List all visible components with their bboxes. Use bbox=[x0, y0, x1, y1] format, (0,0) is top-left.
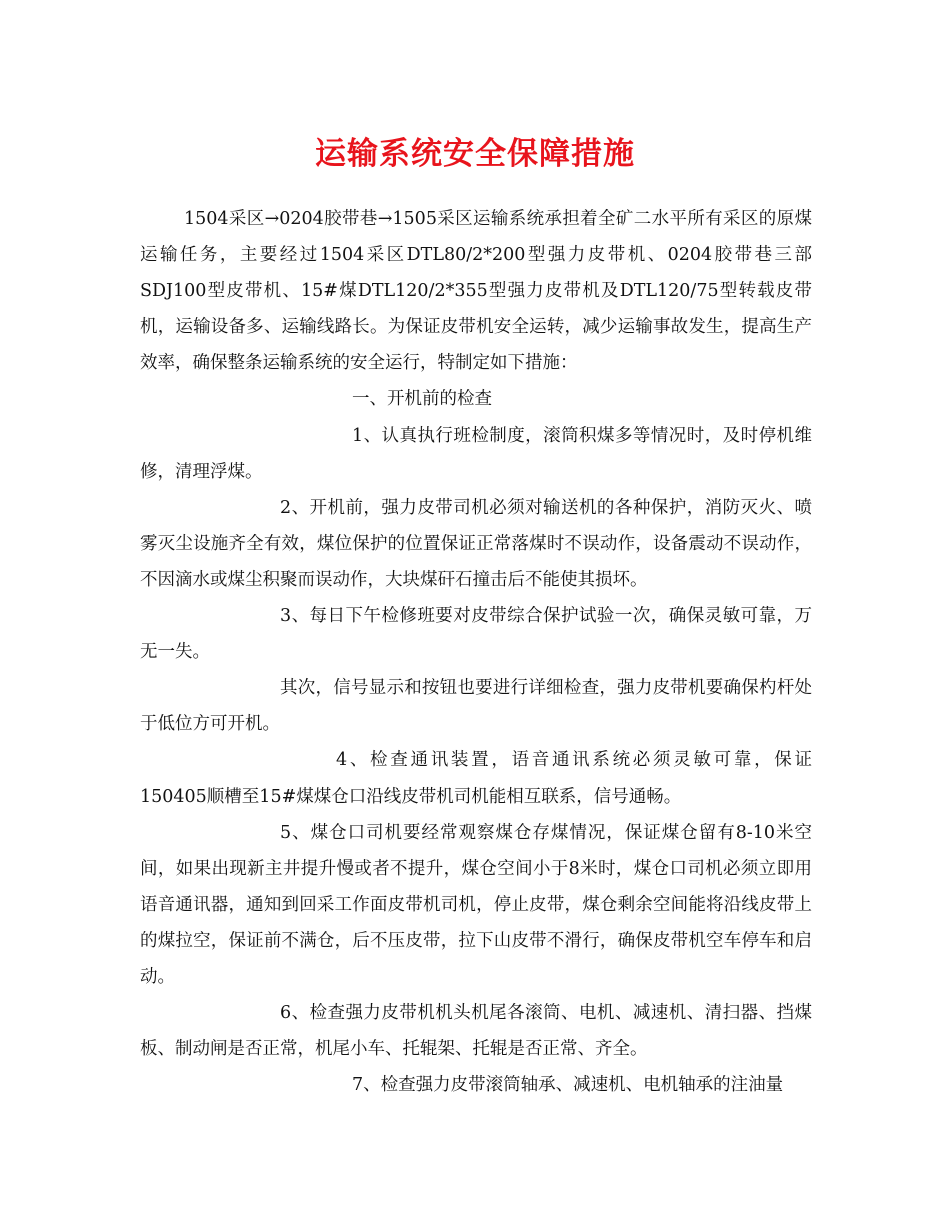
section-heading: 一、开机前的检查 bbox=[352, 389, 492, 410]
item-2-paragraph: 2、开机前，强力皮带司机必须对输送机的各种保护，消防灭火、喷雾灭尘设施齐全有效，煤位保护的位置保证正常落煤时不误动作，设备震动不误动作，不因滴水或煤尘积聚而误动作，大块煤矸石撞击后不能使其损坏。 bbox=[140, 497, 812, 590]
item-4-paragraph: 4、检查通讯装置，语音通讯系统必须灵敏可靠，保证150405顺槽至15#煤煤仓口沿线皮带机司机能相互联系，信号通畅。 bbox=[140, 750, 812, 807]
document-title: 运输系统安全保障措施 bbox=[315, 136, 635, 172]
item-6-paragraph: 6、检查强力皮带机机头机尾各滚筒、电机、减速机、清扫器、挡煤板、制动闸是否正常，机尾小车、托辊架、托辊是否正常、齐全。 bbox=[140, 1003, 812, 1060]
item-3-continuation: 其次，信号显示和按钮也要进行详细检查，强力皮带机要确保杓杆处于低位方可开机。 bbox=[140, 678, 812, 735]
item-7-paragraph: 7、检查强力皮带滚筒轴承、减速机、电机轴承的注油量 bbox=[352, 1075, 784, 1096]
document-body bbox=[140, 201, 812, 1103]
item-1-paragraph: 1、认真执行班检制度，滚筒积煤多等情况时，及时停机维修，清理浮煤。 bbox=[140, 425, 812, 482]
item-3-paragraph: 3、每日下午检修班要对皮带综合保护试验一次，确保灵敏可靠，万无一失。 bbox=[140, 606, 812, 663]
item-5-paragraph: 5、煤仓口司机要经常观察煤仓存煤情况，保证煤仓留有8-10米空间，如果出现新主井提升慢或者不提升，煤仓空间小于8米时，煤仓口司机必须立即用语音通讯器，通知到回采工作面皮带机司机，停止皮带，煤仓剩余空间能将沿线皮带上的煤拉空，保证前不满仓，后不压皮带，拉下山皮带不滑行，确保皮带机空车停车和启动。 bbox=[140, 822, 812, 987]
intro-paragraph: 1504采区→0204胶带巷→1505采区运输系统承担着全矿二水平所有采区的原煤运输任务，主要经过1504采区DTL80/2*200型强力皮带机、0204胶带巷三部SDJ100型皮带机、15#煤DTL120/2*355型强力皮带机及DTL120/75型转载皮带机，运输设备多、运输线路长。为保证皮带机安全运转，减少运输事故发生，提高生产效率，确保整条运输系统的安全运行，特制定如下措施： bbox=[140, 209, 812, 374]
